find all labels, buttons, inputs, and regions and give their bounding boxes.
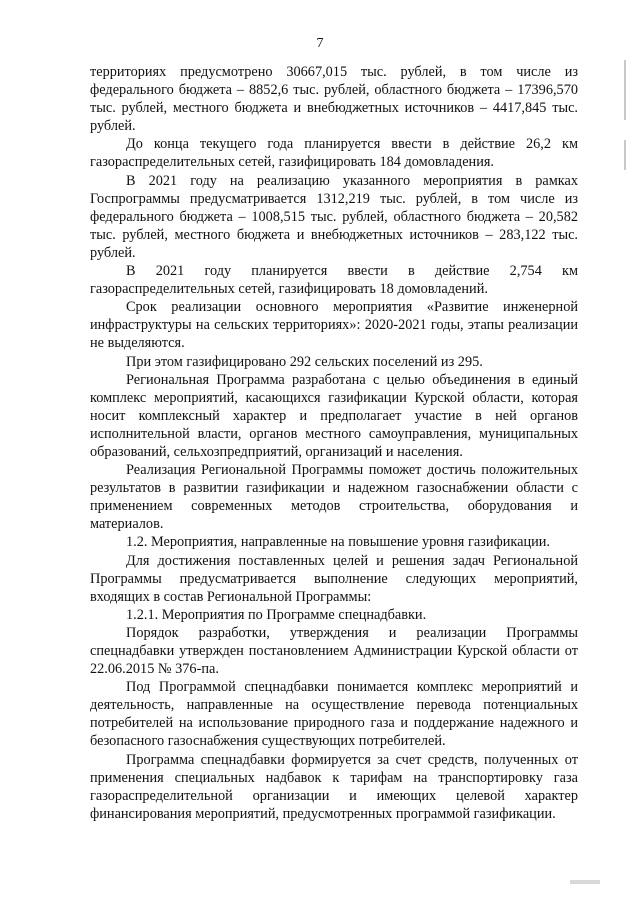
paragraph: Для достижения поставленных целей и решения задач Региональной Программы предусматривается выполнение следующих мероприятий, входящих в состав Региональной Программы: — [90, 552, 578, 605]
paragraph: Региональная Программа разработана с целью объединения в единый комплекс мероприятий, касающихся газификации Курской области, которая носит комплексный характер и предполагает участие в ней органов исполнительной власти, органов местного самоуправления, муниципальных образований, сельхозпредприятий, организаций и населения. — [90, 371, 578, 460]
scan-artifact — [570, 880, 600, 884]
page-number: 7 — [316, 36, 324, 51]
paragraph: Под Программой спецнадбавки понимается комплекс мероприятий и деятельность, направленные на осуществление перевода потенциальных потребителей на использование природного газа и поддержание надежного и безопасного газоснабжения существующих потребителей. — [90, 679, 578, 750]
scan-artifact — [624, 140, 626, 170]
paragraph: В 2021 году на реализацию указанного мероприятия в рамках Госпрограммы предусматривается 1312,219 тыс. рублей, в том числе из федерального бюджета – 1008,515 тыс. рублей, областного бюджета – 20,582 тыс. рублей, местного бюджета и внебюджетных источников – 283,122 тыс. рублей. — [90, 172, 578, 261]
paragraph: территориях предусмотрено 30667,015 тыс. рублей, в том числе из федерального бюджета – 8852,6 тыс. рублей, областного бюджета – 17396,570 тыс. рублей, местного бюджета и внебюджетных источников – 4417,845 тыс. рублей. — [90, 64, 578, 135]
section-heading: 1.2. Мероприятия, направленные на повышение уровня газификации. — [126, 534, 550, 551]
scan-artifact — [624, 60, 626, 120]
document-body — [90, 63, 578, 823]
paragraph: В 2021 году планируется ввести в действие 2,754 км газораспределительных сетей, газифицировать 18 домовладений. — [90, 263, 578, 298]
paragraph: При этом газифицировано 292 сельских поселений из 295. — [126, 353, 483, 370]
paragraph: Порядок разработки, утверждения и реализации Программы спецнадбавки утвержден постановлением Администрации Курской области от 22.06.2015 № 376-па. — [90, 624, 578, 678]
paragraph: Срок реализации основного мероприятия «Развитие инженерной инфраструктуры на сельских территориях»: 2020-2021 годы, этапы реализации не выделяются. — [90, 299, 578, 352]
paragraph: Реализация Региональной Программы поможет достичь положительных результатов в развитии газификации и надежном газоснабжении области с применением современных методов строительства, оборудования и материалов. — [90, 462, 578, 533]
subsection-heading: 1.2.1. Мероприятия по Программе спецнадбавки. — [126, 606, 427, 623]
paragraph: Программа спецнадбавки формируется за счет средств, полученных от применения специальных надбавок к тарифам на транспортировку газа газораспределительной организации и имеющих целевой характер финансирования мероприятий, предусмотренных программой газификации. — [90, 751, 578, 822]
paragraph: До конца текущего года планируется ввести в действие 26,2 км газораспределительных сетей, газифицировать 184 домовладения. — [90, 136, 578, 171]
